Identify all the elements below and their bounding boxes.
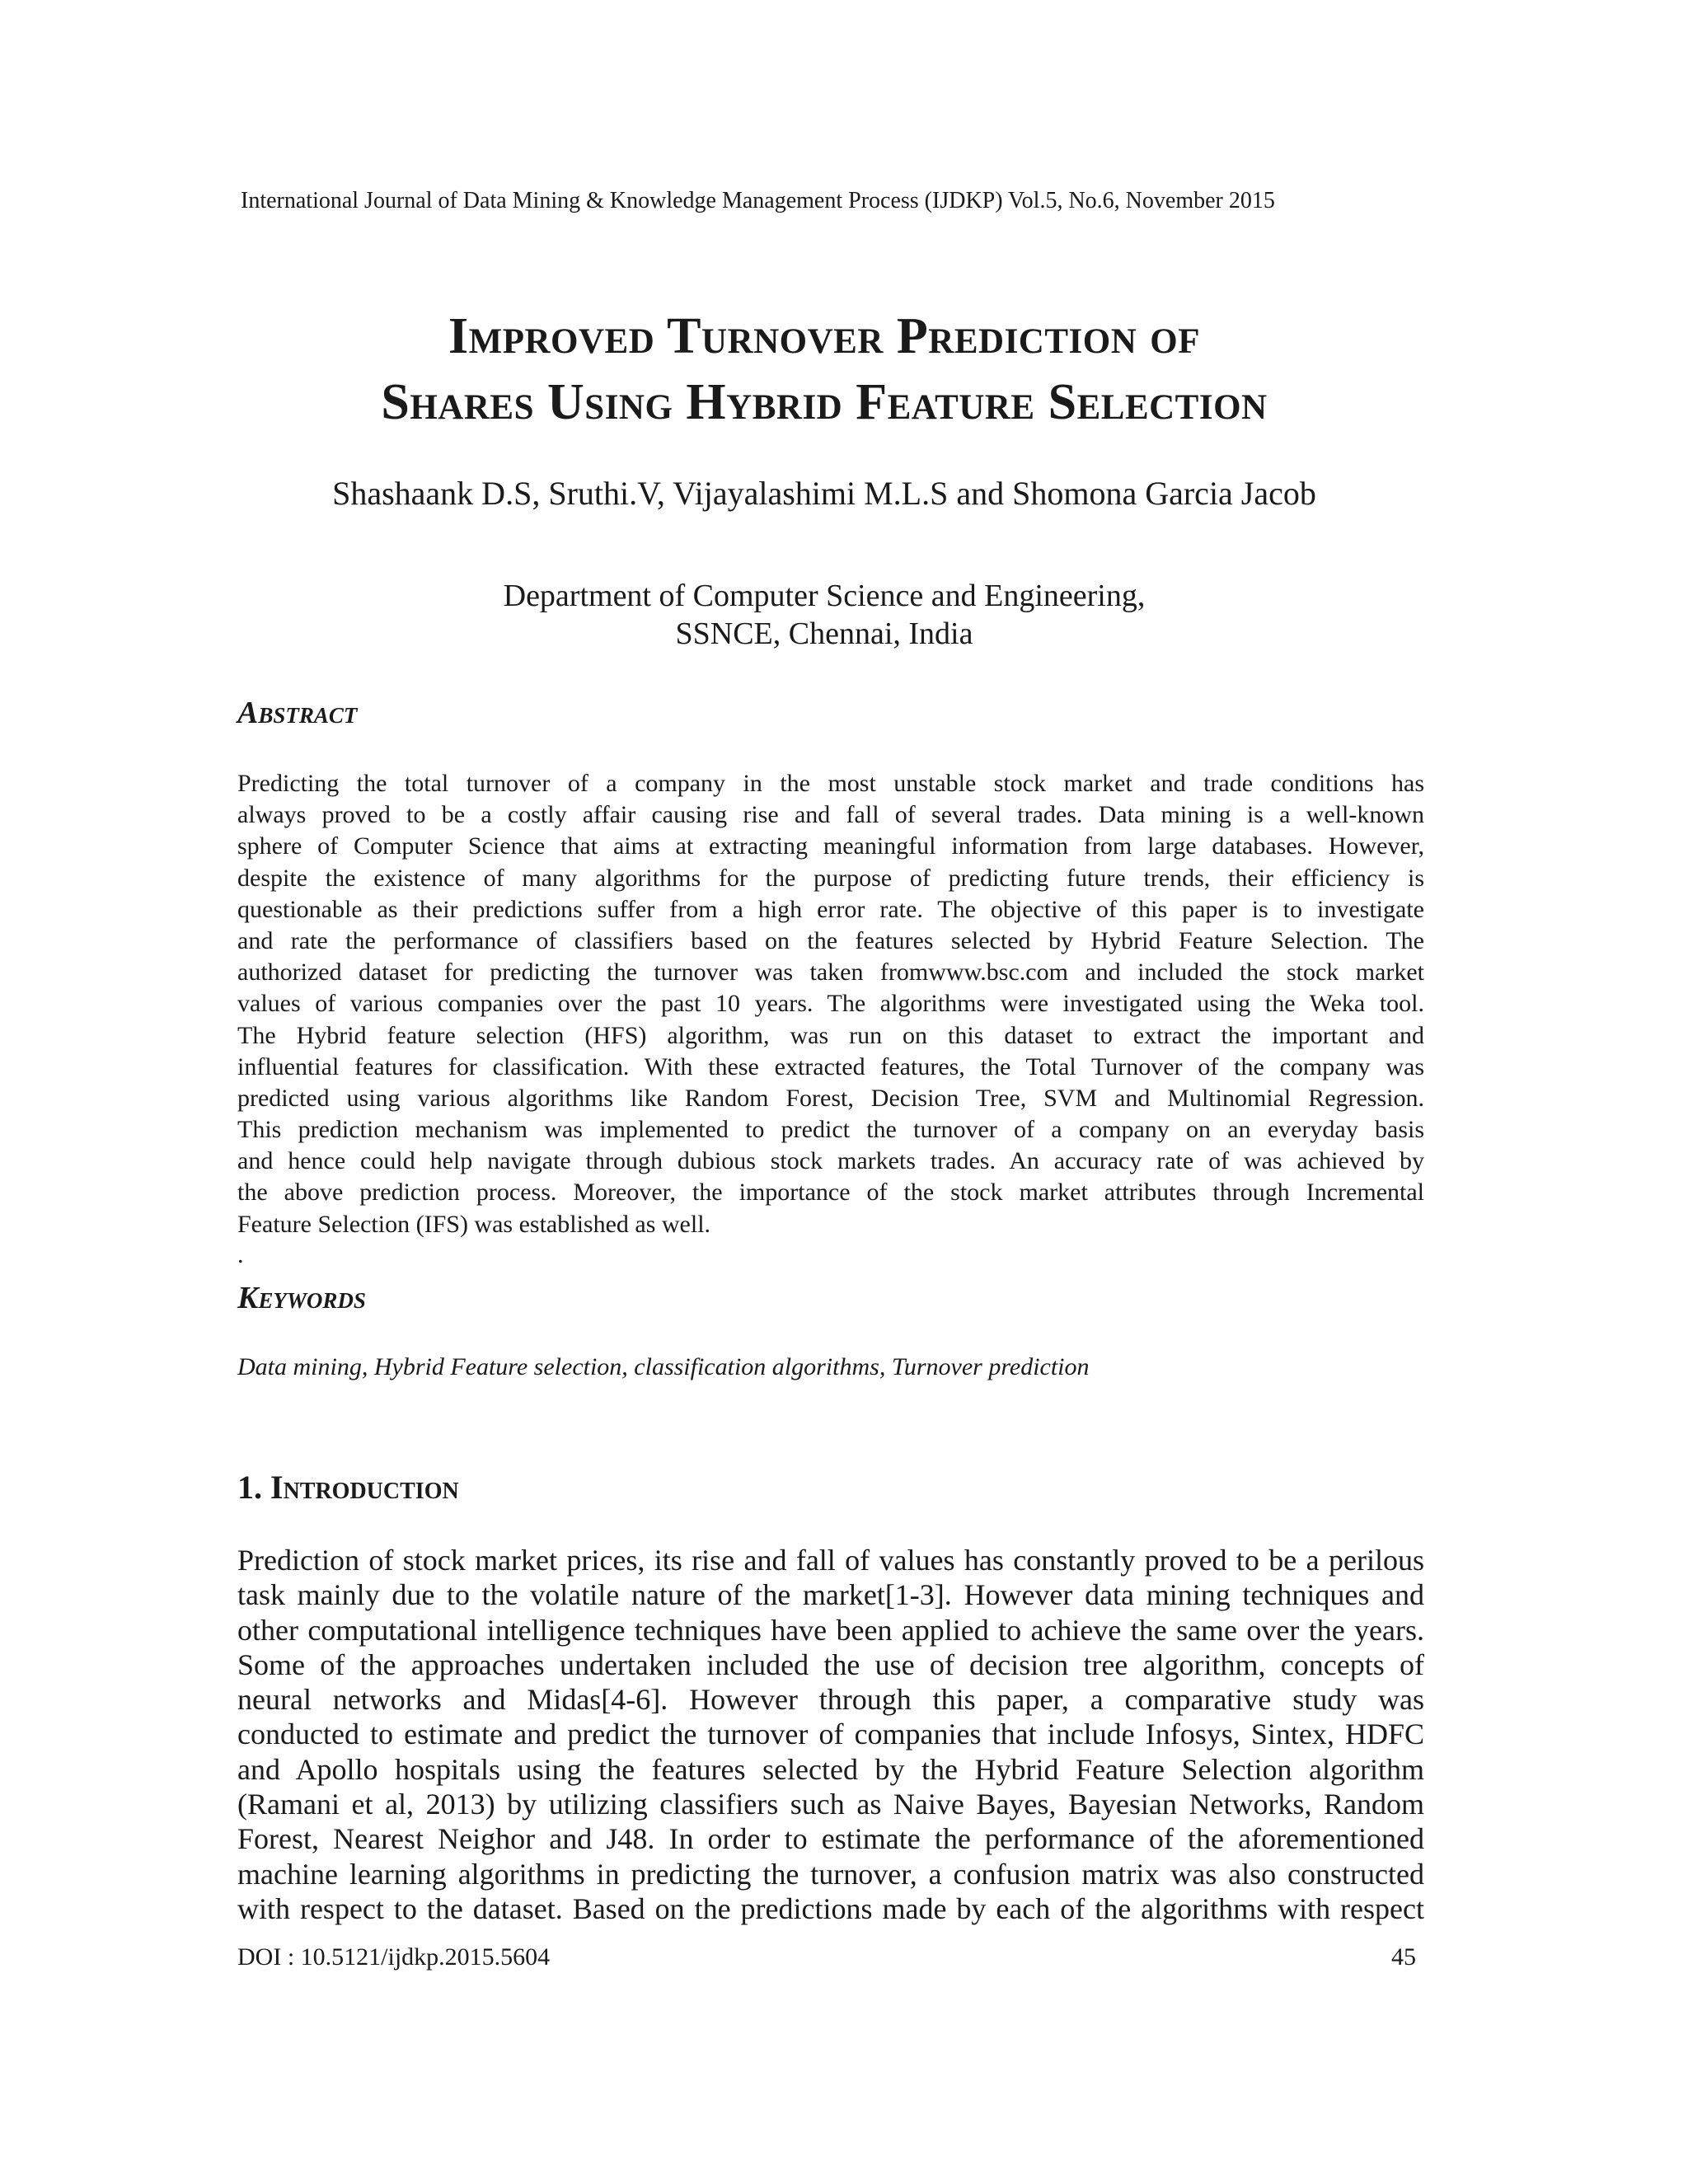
abstract-line: always proved to be a costly affair causing rise and fall of several trades. Data mining is a well-known bbox=[237, 801, 1424, 829]
introduction-heading: 1. Introduction bbox=[237, 1469, 459, 1506]
abstract-line: and rate the performance of classifiers based on the features selected by Hybrid Feature Selection. The bbox=[237, 926, 1424, 954]
introduction-line: Prediction of stock market prices, its rise and fall of values has constantly proved to be a perilous bbox=[237, 1544, 1424, 1577]
running-header: International Journal of Data Mining & Knowledge Management Process (IJDKP) Vol.5, No.6, November 2015 bbox=[241, 188, 1275, 213]
introduction-line: conducted to estimate and predict the turnover of companies that include Infosys, Sintex, HDFC bbox=[237, 1718, 1424, 1751]
abstract-body bbox=[237, 768, 1424, 1240]
abstract-line: The Hybrid feature selection (HFS) algorithm, was run on this dataset to extract the important and bbox=[237, 1021, 1424, 1049]
abstract-line: sphere of Computer Science that aims at extracting meaningful information from large databases. However, bbox=[237, 832, 1424, 860]
author-list: Shashaank D.S, Sruthi.V, Vijayalashimi M.L.S and Shomona Garcia Jacob bbox=[332, 475, 1316, 512]
introduction-line: with respect to the dataset. Based on the predictions made by each of the algorithms with respect bbox=[237, 1891, 1424, 1925]
abstract-line: values of various companies over the past 10 years. The algorithms were investigated using the Weka tool. bbox=[237, 990, 1424, 1018]
keywords-text: Data mining, Hybrid Feature selection, classification algorithms, Turnover prediction bbox=[237, 1353, 1090, 1380]
abstract-heading: Abstract bbox=[237, 696, 358, 730]
keywords-heading: Keywords bbox=[237, 1281, 366, 1315]
paper-title bbox=[165, 303, 1484, 435]
doi-footer: DOI : 10.5121/ijdkp.2015.5604 bbox=[237, 1943, 551, 1971]
abstract-line: This prediction mechanism was implemented to predict the turnover of a company on an everyday basis bbox=[237, 1116, 1424, 1144]
abstract-line: Predicting the total turnover of a company in the most unstable stock market and trade conditions has bbox=[237, 770, 1424, 797]
introduction-line: neural networks and Midas[4-6]. However through this paper, a comparative study was bbox=[237, 1683, 1424, 1717]
abstract-line: the above prediction process. Moreover, the importance of the stock market attributes through Incremental bbox=[237, 1179, 1424, 1207]
paper-title-line: Shares Using Hybrid Feature Selection bbox=[381, 374, 1268, 430]
introduction-line: machine learning algorithms in predicting the turnover, a confusion matrix was also constructed bbox=[237, 1857, 1424, 1891]
abstract-line: despite the existence of many algorithms for the purpose of predicting future trends, their efficiency is bbox=[237, 864, 1424, 892]
page-number: 45 bbox=[1391, 1943, 1416, 1971]
abstract-line: authorized dataset for predicting the turnover was taken fromwww.bsc.com and included the stock market bbox=[237, 958, 1424, 987]
affiliation bbox=[165, 577, 1484, 653]
introduction-body bbox=[237, 1543, 1424, 1926]
introduction-line: Some of the approaches undertaken included the use of decision tree algorithm, concepts of bbox=[237, 1647, 1424, 1681]
abstract-line: Feature Selection (IFS) was established as well. bbox=[237, 1210, 711, 1238]
abstract-line: questionable as their predictions suffer from a high error rate. The objective of this paper is to investigate bbox=[237, 895, 1424, 923]
abstract-line: and hence could help navigate through dubious stock markets trades. An accuracy rate of was achieved by bbox=[237, 1147, 1424, 1175]
introduction-line: task mainly due to the volatile nature of the market[1-3]. However data mining techniques and bbox=[237, 1578, 1424, 1612]
introduction-line: Forest, Nearest Neighor and J48. In order to estimate the performance of the aforementioned bbox=[237, 1822, 1424, 1856]
paper-title-line: Improved Turnover Prediction of bbox=[448, 308, 1200, 364]
introduction-line: other computational intelligence techniques have been applied to achieve the same over the years. bbox=[237, 1613, 1424, 1647]
abstract-line: predicted using various algorithms like Random Forest, Decision Tree, SVM and Multinomial Regression. bbox=[237, 1084, 1424, 1112]
affiliation-line: Department of Computer Science and Engineering, bbox=[503, 579, 1146, 613]
introduction-line: (Ramani et al, 2013) by utilizing classifiers such as Naive Bayes, Bayesian Networks, Random bbox=[237, 1788, 1424, 1821]
abstract-line: influential features for classification. With these extracted features, the Total Turnover of the company was bbox=[237, 1052, 1424, 1080]
introduction-line: and Apollo hospitals using the features selected by the Hybrid Feature Selection algorithm bbox=[237, 1752, 1424, 1786]
abstract-trailing-dot: . bbox=[237, 1241, 244, 1268]
affiliation-line: SSNCE, Chennai, India bbox=[675, 616, 973, 651]
